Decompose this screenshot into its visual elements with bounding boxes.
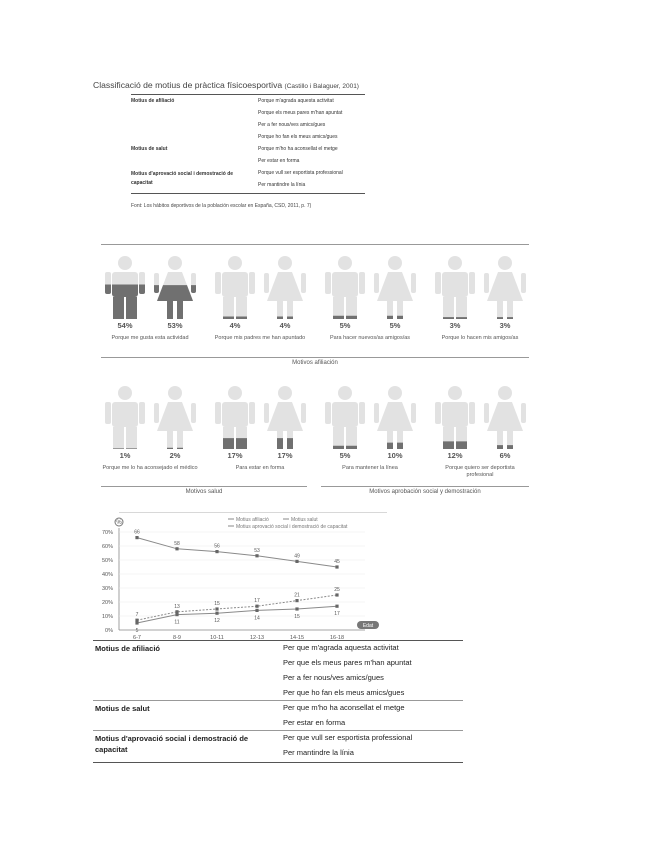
male-figure-icon	[101, 385, 149, 449]
x-tick-label: 12-13	[249, 635, 265, 641]
motive-caption: Para mantener la línea	[342, 465, 398, 471]
y-tick-label: 20%	[101, 600, 113, 606]
data-point	[215, 612, 218, 615]
bottom-table-reason: Per que m'agrada aquesta activitat	[283, 643, 399, 652]
data-label: 15	[294, 614, 300, 620]
data-point	[255, 609, 258, 612]
percent-label: 17%	[277, 451, 293, 460]
percent-label: 12%	[447, 451, 463, 460]
data-point	[215, 550, 218, 553]
y-tick-label: 60%	[101, 544, 113, 550]
data-label: 14	[254, 615, 260, 622]
data-label: 25	[334, 587, 340, 593]
group-label-salud: Motivos salud	[185, 489, 223, 495]
x-tick-label: 10-11	[210, 635, 224, 641]
top-table-reason: Per estar en forma	[258, 158, 300, 164]
x-tick-label: 6-7	[133, 635, 141, 641]
male-figure-icon	[321, 255, 369, 319]
data-point	[295, 599, 298, 602]
top-table-reason: Per a fer nous/ves amics/gues	[258, 122, 326, 128]
bottom-table-reason: Per a fer nous/ves amics/gues	[283, 673, 384, 682]
top-table-reason: Porque m'agrada aquesta activitat	[258, 98, 334, 104]
data-point	[175, 613, 178, 616]
x-tick-label: 8-9	[173, 635, 181, 641]
data-label: 58	[174, 540, 180, 547]
legend-entry: Motius afiliació	[236, 517, 269, 523]
motive-caption: Porque mis padres me han apuntado	[214, 335, 306, 341]
data-label: 12	[214, 618, 220, 625]
male-figure-icon	[431, 385, 479, 449]
percent-label: 10%	[387, 451, 403, 460]
data-point	[295, 607, 298, 610]
percent-label: 53%	[167, 321, 183, 330]
data-label: 45	[334, 559, 340, 565]
top-table-category-salut: Motius de salut	[131, 146, 168, 152]
bottom-table-row-rule	[93, 730, 463, 731]
female-figure-icon	[371, 255, 419, 319]
data-point	[215, 607, 218, 610]
motive-caption: Porque quiero ser deportista profesional	[445, 465, 515, 478]
female-figure-icon	[151, 385, 199, 449]
data-point	[255, 554, 258, 557]
group-rule-salud	[101, 486, 307, 487]
data-point	[335, 565, 338, 568]
motives-by-age-line-chart	[93, 512, 389, 646]
male-figure-icon	[101, 255, 149, 319]
top-table-top-rule	[131, 94, 365, 95]
male-figure-icon	[321, 385, 369, 449]
data-label: 53	[254, 547, 260, 554]
female-figure-icon	[261, 255, 309, 319]
bottom-table-reason: Per estar en forma	[283, 718, 346, 727]
percent-label: 3%	[499, 321, 511, 330]
bottom-table-reason: Per que vull ser esportista professional	[283, 733, 413, 742]
top-table-category-afiliacio: Motius de afiliació	[131, 98, 175, 104]
data-point	[255, 605, 258, 608]
percent-label: 1%	[119, 451, 131, 460]
top-table-reason: Porque els meus pares m'han apuntat	[258, 110, 343, 116]
percent-label: 17%	[227, 451, 243, 460]
percent-label: 4%	[229, 321, 241, 330]
data-point	[135, 536, 138, 539]
bottom-table-reason: Per mantindre la línia	[283, 748, 354, 757]
data-label: 66	[134, 529, 140, 536]
data-label: 7	[135, 612, 139, 619]
data-label: 5	[135, 628, 139, 634]
female-figure-icon	[151, 255, 199, 319]
bottom-table-reason: Per que m'ho ha aconsellat el metge	[283, 703, 405, 712]
data-label: 11	[174, 619, 180, 626]
legend-entry: Motius aprovació social i demostració de capacitat	[236, 524, 348, 530]
x-axis-label: Edat	[362, 623, 374, 629]
y-tick-label: 70%	[101, 530, 113, 536]
bottom-table-row-rule	[93, 700, 463, 701]
y-tick-label: 30%	[101, 586, 113, 592]
percent-label: 54%	[117, 321, 133, 330]
data-label: 15	[214, 601, 220, 607]
male-figure-icon	[211, 385, 259, 449]
y-tick-label: 0%	[105, 628, 113, 634]
group-rule-aprobacion	[321, 486, 529, 487]
motive-caption: Porque me gusta esta actividad	[111, 335, 189, 341]
top-table-title	[93, 80, 359, 90]
data-label: 56	[214, 543, 220, 550]
bottom-table-category-afiliacio: Motius de afiliació	[95, 644, 161, 653]
data-point	[335, 593, 338, 596]
motive-caption: Porque me lo ha aconsejado el médico	[102, 465, 198, 471]
group-rule-afiliacion	[101, 357, 529, 358]
data-point	[135, 619, 138, 622]
female-figure-icon	[481, 255, 529, 319]
infographic-top-rule	[101, 244, 529, 245]
top-table-title-main: Classificació de motius de pràctica físicoesportiva	[93, 80, 283, 90]
top-table-reason: Per mantindre la línia	[258, 182, 306, 188]
y-axis-unit-label: %	[116, 520, 122, 526]
group-label-aprobacion: Motivos aprobación social y demostración	[369, 489, 481, 495]
x-tick-label: 14-15	[289, 635, 305, 641]
bottom-table-bottom-rule	[93, 762, 463, 763]
data-label: 17	[334, 611, 340, 618]
percent-label: 3%	[449, 321, 461, 330]
top-table-category-aprovacio: Motius d'aprovació social i demostració de capacitat	[131, 171, 234, 186]
bottom-table-category-salut: Motius de salut	[95, 704, 150, 713]
bottom-table-category-aprovacio: Motius d'aprovació social i demostració de capacitat	[95, 734, 249, 754]
motive-caption: Para hacer nuevos/as amigos/as	[329, 335, 411, 341]
top-table-reason: Porque m'ho ha aconsellat el metge	[258, 146, 338, 152]
female-figure-icon	[371, 385, 419, 449]
data-label: 21	[294, 592, 300, 599]
percent-label: 2%	[169, 451, 181, 460]
percent-label: 5%	[339, 321, 351, 330]
female-figure-icon	[481, 385, 529, 449]
bottom-table-reason: Per que els meus pares m'han apuntat	[283, 658, 412, 667]
data-label: 13	[174, 603, 180, 610]
motive-caption: Para estar en forma	[235, 465, 285, 471]
male-figure-icon	[211, 255, 259, 319]
bottom-table-top-rule	[93, 640, 463, 641]
motive-caption: Porque lo hacen mis amigos/as	[441, 335, 519, 341]
top-table-title-citation: (Castillo i Balaguer, 2001)	[284, 83, 359, 90]
data-label: 49	[294, 553, 300, 560]
top-table-reason: Porque ho fan els meus amics/gues	[258, 134, 338, 140]
percent-label: 5%	[389, 321, 401, 330]
percent-label: 4%	[279, 321, 291, 330]
x-tick-label: 16-18	[329, 635, 345, 641]
top-table-source: Font: Los hábitos deportivos de la población escolar en España, CSD, 2011, p. 7)	[131, 203, 312, 209]
percent-label: 6%	[499, 451, 511, 460]
data-label: 17	[254, 598, 260, 605]
data-point	[295, 560, 298, 563]
y-tick-label: 10%	[101, 614, 113, 620]
y-tick-label: 50%	[101, 558, 113, 564]
top-table-bottom-rule	[131, 193, 365, 194]
female-figure-icon	[261, 385, 309, 449]
male-figure-icon	[431, 255, 479, 319]
data-point	[175, 547, 178, 550]
legend-entry: Motius salut	[291, 517, 318, 523]
bottom-table-reason: Per que ho fan els meus amics/gues	[283, 688, 405, 697]
y-tick-label: 40%	[101, 572, 113, 578]
series-line	[137, 538, 337, 567]
data-point	[175, 610, 178, 613]
data-point	[335, 605, 338, 608]
top-table-reason: Porque vull ser esportista professional	[258, 170, 343, 176]
group-label-afiliacion: Motivos afiliación	[292, 360, 338, 366]
percent-label: 5%	[339, 451, 351, 460]
data-point	[135, 621, 138, 624]
